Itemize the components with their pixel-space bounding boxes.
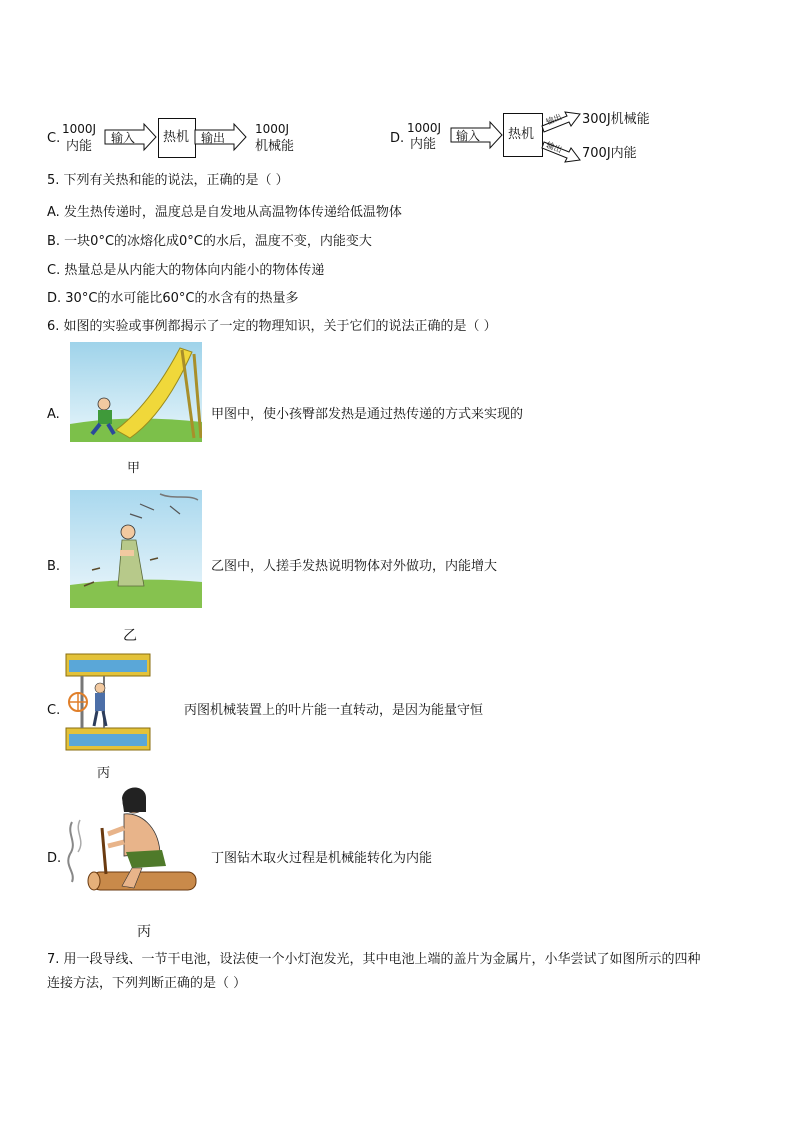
question-6-caption-d: 丙 bbox=[137, 924, 151, 940]
question-5-option-c: C. 热量总是从内能大的物体向内能小的物体传递 bbox=[47, 263, 325, 278]
question-6-option-a-text: 甲图中，使小孩臀部发热是通过热传递的方式来实现的 bbox=[211, 407, 524, 422]
question-7-line-1: 7. 用一段导线、一节干电池，设法使一个小灯泡发光，其中电池上端的盖片为金属片，小华尝试了如图所示的四种 bbox=[47, 952, 701, 967]
question-7-line-2: 连接方法，下列判断正确的是（ ） bbox=[47, 976, 247, 991]
question-6-option-d-text: 丁图钻木取火过程是机械能转化为内能 bbox=[211, 851, 433, 866]
question-6-option-d-label: D. bbox=[47, 851, 62, 866]
diagram-c-output-arrow-label: 输出 bbox=[201, 131, 226, 145]
question-5-option-a: A. 发生热传递时，温度总是自发地从高温物体传递给低温物体 bbox=[47, 205, 402, 220]
question-6-caption-a: 甲 bbox=[127, 461, 141, 476]
diagram-c-output-amount: 1000J bbox=[255, 122, 290, 136]
fire-drill-illustration bbox=[62, 782, 202, 896]
question-5-option-d: D. 30°C的水可能比60°C的水含有的热量多 bbox=[47, 291, 299, 306]
diagram-c-engine-label: 热机 bbox=[163, 130, 190, 145]
diagram-d-output-arrow-label-2: 输出 bbox=[544, 140, 564, 155]
question-6-stem: 6. 如图的实验或事例都揭示了一定的物理知识，关于它们的说法正确的是（ ） bbox=[47, 319, 497, 334]
diagram-c-label: C. bbox=[47, 131, 61, 146]
question-6-option-c-text: 丙图机械装置上的叶片能一直转动，是因为能量守恒 bbox=[184, 703, 484, 718]
slide-illustration bbox=[70, 342, 202, 442]
diagram-c-input-energy: 内能 bbox=[66, 139, 93, 154]
diagram-c-input-amount: 1000J bbox=[62, 122, 97, 136]
diagram-d-input-energy: 内能 bbox=[410, 137, 437, 152]
diagram-c-output-energy: 机械能 bbox=[255, 139, 295, 154]
perpetual-motion-illustration bbox=[60, 648, 160, 756]
question-6-caption-c: 丙 bbox=[97, 766, 111, 781]
diagram-d-output-arrow-label-1: 输出 bbox=[544, 112, 564, 127]
diagram-c-input-arrow-label: 输入 bbox=[111, 131, 136, 145]
rubbing-hands-illustration bbox=[70, 490, 202, 608]
diagram-d-output-1: 300J机械能 bbox=[582, 112, 650, 127]
question-6-option-c-label: C. bbox=[47, 703, 61, 718]
diagram-d-output-2: 700J内能 bbox=[582, 146, 637, 161]
diagram-d-label: D. bbox=[390, 131, 405, 146]
question-6-option-b-label: B. bbox=[47, 559, 61, 574]
question-6-caption-b: 乙 bbox=[123, 628, 137, 644]
diagram-d-input-amount: 1000J bbox=[407, 121, 442, 135]
question-6-option-b-text: 乙图中，人搓手发热说明物体对外做功，内能增大 bbox=[211, 559, 498, 574]
question-5-stem: 5. 下列有关热和能的说法，正确的是（ ） bbox=[47, 173, 289, 188]
question-5-option-b: B. 一块0°C的冰熔化成0°C的水后，温度不变，内能变大 bbox=[47, 234, 372, 249]
diagram-d-input-arrow-label: 输入 bbox=[456, 129, 481, 143]
question-6-option-a-label: A. bbox=[47, 407, 60, 422]
diagram-d-engine-label: 热机 bbox=[508, 127, 535, 142]
